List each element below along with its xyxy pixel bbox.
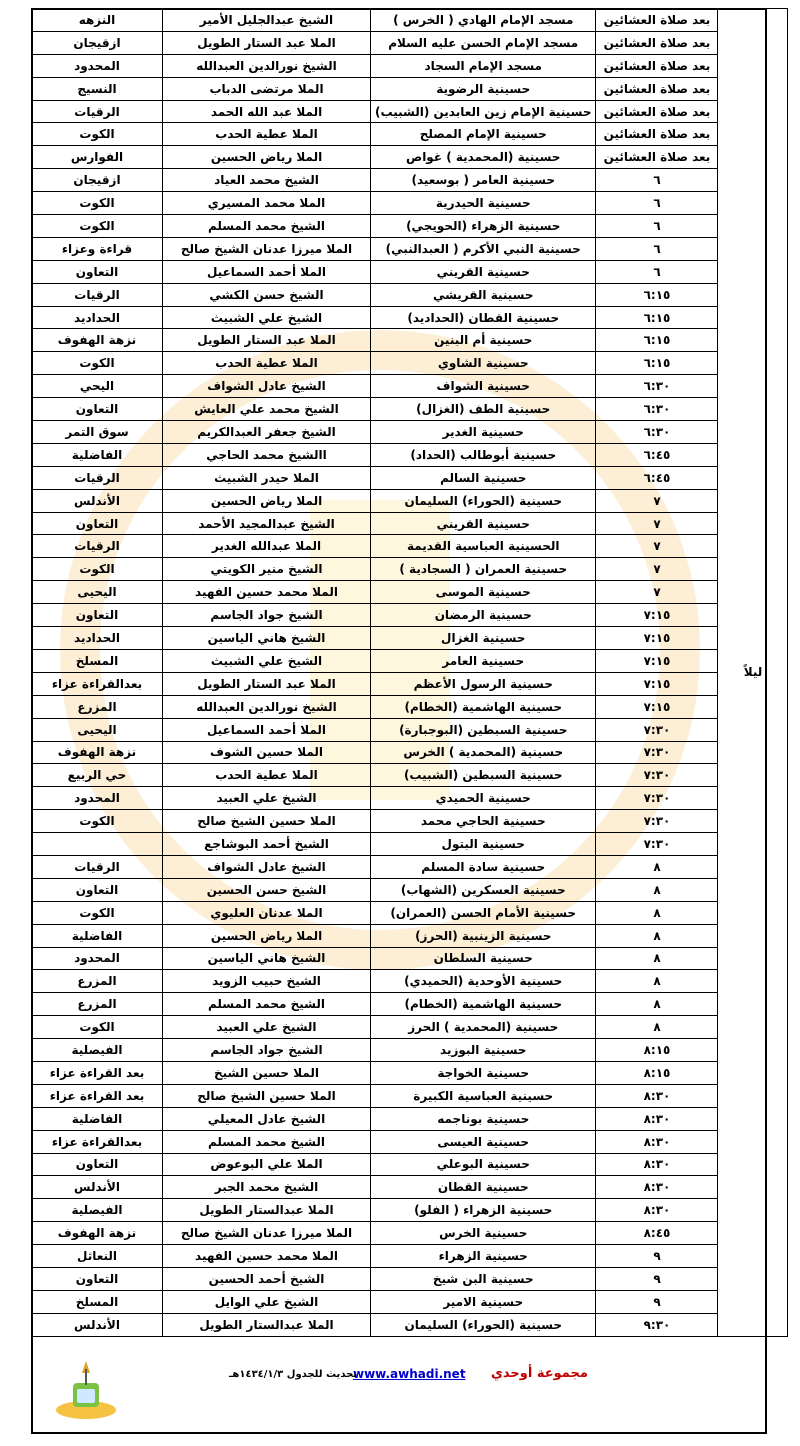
table-row [32, 9, 788, 32]
table-row [32, 31, 788, 54]
time-cell: ٩ [596, 1245, 718, 1268]
reader-cell: الشيخ جواد الجاسم [163, 604, 371, 627]
reader-cell: الشيخ عادل الشواف [163, 855, 371, 878]
reader-cell: الملا ميرزا عدنان الشيخ صالح [163, 237, 371, 260]
schedule-table [31, 8, 788, 1337]
reader-cell: الشيخ علي الشبيث [163, 306, 371, 329]
reader-cell: االشيخ محمد الحاجي [163, 443, 371, 466]
reader-cell: الشيخ محمد العياد [163, 169, 371, 192]
place-cell: حسينية القريني [371, 260, 596, 283]
time-cell: ٧ [596, 558, 718, 581]
area-cell: الكوت [32, 901, 163, 924]
place-cell: حسينية الشاوي [371, 352, 596, 375]
place-cell: حسينية أبوطالب (الحداد) [371, 443, 596, 466]
table-row [32, 695, 788, 718]
place-cell: الحسينية العباسية القديمة [371, 535, 596, 558]
reader-cell: الملا عبدالستار الطويل [163, 1199, 371, 1222]
time-cell: ٧ [596, 535, 718, 558]
place-cell: حسينية سادة المسلم [371, 855, 596, 878]
time-cell: ٦ [596, 192, 718, 215]
place-cell: حسينية الامير [371, 1290, 596, 1313]
place-cell: حسينية السبطين (الشبيب) [371, 764, 596, 787]
time-cell: ٦:١٥ [596, 352, 718, 375]
reader-cell: الملا حسين الشيخ صالح [163, 1084, 371, 1107]
area-cell: التعاون [32, 1267, 163, 1290]
reader-cell: الملا عبد الستار الطويل [163, 329, 371, 352]
table-row [32, 970, 788, 993]
table-row [32, 215, 788, 238]
reader-cell: الملا عطية الحدب [163, 764, 371, 787]
time-cell: ٨:٣٠ [596, 1153, 718, 1176]
time-cell: ٦ [596, 260, 718, 283]
place-cell: حسينية (الحوراء) السليمان [371, 489, 596, 512]
reader-cell: الملا ميرزا عدنان الشيخ صالح [163, 1222, 371, 1245]
place-cell: حسينية أم البنين [371, 329, 596, 352]
awhadi-logo-icon [51, 1355, 121, 1425]
place-cell: حسينية العامر ( بوسعيد) [371, 169, 596, 192]
area-cell: حي الربيع [32, 764, 163, 787]
table-row [32, 1153, 788, 1176]
area-cell: النعاثل [32, 1245, 163, 1268]
place-cell: حسينية الحاجي محمد [371, 810, 596, 833]
area-cell: نزهة الهفوف [32, 329, 163, 352]
time-cell: ٧:١٥ [596, 672, 718, 695]
table-row [32, 123, 788, 146]
reader-cell: الشيخ حسن الكشي [163, 283, 371, 306]
place-cell: حسينية الموسى [371, 581, 596, 604]
time-cell: ٨ [596, 901, 718, 924]
reader-cell: الشيخ عبدالجليل الأمير [163, 9, 371, 32]
time-cell: ٦:١٥ [596, 306, 718, 329]
table-row [32, 810, 788, 833]
reader-cell: الشيخ أحمد البوشاجع [163, 833, 371, 856]
reader-cell: الشيخ أحمد الحسين [163, 1267, 371, 1290]
reader-cell: الشيخ نورالدين العبدالله [163, 54, 371, 77]
table-row [32, 535, 788, 558]
area-cell: التعاون [32, 604, 163, 627]
reader-cell: الشيخ محمد المسلم [163, 993, 371, 1016]
place-cell: حسينية الغزال [371, 627, 596, 650]
reader-cell: الملا حسين الشوف [163, 741, 371, 764]
brand-name: مجموعة أوحدي [491, 1366, 588, 1381]
time-cell: ٨ [596, 970, 718, 993]
table-row [32, 169, 788, 192]
area-cell: الكوت [32, 192, 163, 215]
table-row [32, 443, 788, 466]
area-cell: الفيصلية [32, 1199, 163, 1222]
time-cell: ٧:٣٠ [596, 833, 718, 856]
reader-cell: الشيخ حبيب الزويد [163, 970, 371, 993]
reader-cell: الشيخ علي العبيد [163, 787, 371, 810]
reader-cell: الملا رياض الحسين [163, 489, 371, 512]
area-cell: اليحيى [32, 718, 163, 741]
time-cell: ٦:٣٠ [596, 398, 718, 421]
time-cell: ٨:٣٠ [596, 1107, 718, 1130]
place-cell: حسينية السلطان [371, 947, 596, 970]
area-cell: الفيصلية [32, 1039, 163, 1062]
period-label: ليلاً [718, 9, 788, 1337]
time-cell: ٨:٣٠ [596, 1084, 718, 1107]
place-cell: حسينية القطان (الحداديد) [371, 306, 596, 329]
place-cell: حسينية الزهراء (الحويجي) [371, 215, 596, 238]
area-cell: الحداديد [32, 627, 163, 650]
area-cell: قراءة وعزاء [32, 237, 163, 260]
area-cell: الكوت [32, 215, 163, 238]
reader-cell: الشيخ جواد الجاسم [163, 1039, 371, 1062]
area-cell: الكوت [32, 352, 163, 375]
area-cell [32, 833, 163, 856]
time-cell: ٨ [596, 924, 718, 947]
table-row [32, 466, 788, 489]
place-cell: حسينية (المحمدية ) الخرس [371, 741, 596, 764]
reader-cell: الملا عبدالله الغدير [163, 535, 371, 558]
reader-cell: الملا علي البوعوض [163, 1153, 371, 1176]
table-row [32, 306, 788, 329]
table-row [32, 329, 788, 352]
time-cell: ٦:٣٠ [596, 375, 718, 398]
area-cell: التعاون [32, 260, 163, 283]
table-row [32, 398, 788, 421]
area-cell: النسيج [32, 77, 163, 100]
place-cell: حسينية العباسية الكبيرة [371, 1084, 596, 1107]
table-row [32, 787, 788, 810]
place-cell: حسينية الأمام الحسن (العمران) [371, 901, 596, 924]
time-cell: ٧:١٥ [596, 695, 718, 718]
time-cell: ٨:١٥ [596, 1039, 718, 1062]
table-row [32, 855, 788, 878]
time-cell: بعد صلاة العشائين [596, 100, 718, 123]
time-cell: ٧ [596, 489, 718, 512]
area-cell: التعاون [32, 1153, 163, 1176]
reader-cell: الشيخ جعفر العبدالكريم [163, 421, 371, 444]
area-cell: نزهة الهفوف [32, 741, 163, 764]
place-cell: حسينية القريني [371, 512, 596, 535]
area-cell: بعدالقراءة عزاء [32, 672, 163, 695]
place-cell: حسينية السالم [371, 466, 596, 489]
time-cell: بعد صلاة العشائين [596, 31, 718, 54]
reader-cell: الشيخ هاني الياسين [163, 947, 371, 970]
area-cell: الفاضلية [32, 443, 163, 466]
reader-cell: الملا عدنان العليوي [163, 901, 371, 924]
area-cell: الكوت [32, 1016, 163, 1039]
time-cell: بعد صلاة العشائين [596, 54, 718, 77]
area-cell: الرقيات [32, 855, 163, 878]
place-cell: حسينية الإمام المصلح [371, 123, 596, 146]
reader-cell: الشيخ منير الكويتي [163, 558, 371, 581]
reader-cell: الملا حيدر الشبيث [163, 466, 371, 489]
place-cell: حسينية (المحمدية ) الحرز [371, 1016, 596, 1039]
area-cell: اليحيى [32, 581, 163, 604]
time-cell: ٧ [596, 512, 718, 535]
place-cell: حسينية الطف (الغزال) [371, 398, 596, 421]
table-row [32, 260, 788, 283]
table-row [32, 1130, 788, 1153]
time-cell: ٦ [596, 169, 718, 192]
area-cell: سوق التمر [32, 421, 163, 444]
reader-cell: الشيخ عادل المعيلي [163, 1107, 371, 1130]
area-cell: المزرع [32, 970, 163, 993]
table-row [32, 1313, 788, 1336]
area-cell: النزهه [32, 9, 163, 32]
area-cell: ازقيجان [32, 169, 163, 192]
place-cell: مسجد الإمام الحسن عليه السلام [371, 31, 596, 54]
table-row [32, 1176, 788, 1199]
table-row [32, 54, 788, 77]
time-cell: ٨ [596, 878, 718, 901]
place-cell: حسينية الرسول الأعظم [371, 672, 596, 695]
time-cell: ٦:١٥ [596, 283, 718, 306]
time-cell: ٦ [596, 237, 718, 260]
reader-cell: الملا حسين الشيخ صالح [163, 810, 371, 833]
table-row [32, 192, 788, 215]
area-cell: المسلخ [32, 649, 163, 672]
place-cell: حسينية الشواف [371, 375, 596, 398]
area-cell: الرقيات [32, 535, 163, 558]
area-cell: الأندلس [32, 489, 163, 512]
reader-cell: الشيخ علي الشبيث [163, 649, 371, 672]
place-cell: حسينية السبطين (البوجبارة) [371, 718, 596, 741]
place-cell: حسينية العمران ( السجادية ) [371, 558, 596, 581]
area-cell: المزرع [32, 695, 163, 718]
area-cell: الفاضلية [32, 924, 163, 947]
table-row [32, 489, 788, 512]
place-cell: حسينية البن شيخ [371, 1267, 596, 1290]
table-row [32, 1245, 788, 1268]
time-cell: ٧:٣٠ [596, 787, 718, 810]
area-cell: الرقيات [32, 466, 163, 489]
time-cell: ٨:٣٠ [596, 1176, 718, 1199]
update-note: تحديث للجدول ١٤٣٤/١/٣هـ [229, 1369, 358, 1380]
area-cell: المحدود [32, 54, 163, 77]
table-row [32, 237, 788, 260]
area-cell: الكوت [32, 123, 163, 146]
time-cell: ٨:٣٠ [596, 1130, 718, 1153]
time-cell: بعد صلاة العشائين [596, 123, 718, 146]
area-cell: الفاضلية [32, 1107, 163, 1130]
area-cell: اليحي [32, 375, 163, 398]
time-cell: ٦:٣٠ [596, 421, 718, 444]
time-cell: ٨:١٥ [596, 1061, 718, 1084]
table-row [32, 947, 788, 970]
reader-cell: الملا رياض الحسين [163, 924, 371, 947]
area-cell: الأندلس [32, 1176, 163, 1199]
time-cell: ٦:١٥ [596, 329, 718, 352]
area-cell: الأندلس [32, 1313, 163, 1336]
table-row [32, 604, 788, 627]
table-row [32, 1039, 788, 1062]
area-cell: المسلخ [32, 1290, 163, 1313]
reader-cell: الشيخ محمد الجبر [163, 1176, 371, 1199]
table-row [32, 1290, 788, 1313]
table-row [32, 1016, 788, 1039]
area-cell: الرقيات [32, 283, 163, 306]
table-row [32, 718, 788, 741]
table-row [32, 146, 788, 169]
reader-cell: الملا عبد الله الحمد [163, 100, 371, 123]
table-row [32, 764, 788, 787]
time-cell: ٦:٤٥ [596, 466, 718, 489]
place-cell: حسينية الأوحدية (الحميدي) [371, 970, 596, 993]
place-cell: حسينية الخرس [371, 1222, 596, 1245]
reader-cell: الملا عطية الحدب [163, 352, 371, 375]
time-cell: بعد صلاة العشائين [596, 77, 718, 100]
table-row [32, 1199, 788, 1222]
place-cell: حسينية البوزيد [371, 1039, 596, 1062]
area-cell: المحدود [32, 947, 163, 970]
table-row [32, 1084, 788, 1107]
reader-cell: الملا أحمد السماعيل [163, 260, 371, 283]
place-cell: حسينية الزينبية (الحرز) [371, 924, 596, 947]
area-cell: بعد القراءة عزاء [32, 1061, 163, 1084]
time-cell: ٧:١٥ [596, 604, 718, 627]
area-cell: الكوت [32, 810, 163, 833]
time-cell: ٧ [596, 581, 718, 604]
footer [31, 1347, 693, 1434]
area-cell: بعد القراءة عزاء [32, 1084, 163, 1107]
table-row [32, 741, 788, 764]
place-cell: حسينية (الحوراء) السليمان [371, 1313, 596, 1336]
time-cell: ٩:٣٠ [596, 1313, 718, 1336]
table-row [32, 924, 788, 947]
area-cell: الكوت [32, 558, 163, 581]
time-cell: ٦:٤٥ [596, 443, 718, 466]
table-row [32, 833, 788, 856]
reader-cell: الشيخ نورالدين العبدالله [163, 695, 371, 718]
time-cell: ٩ [596, 1267, 718, 1290]
place-cell: حسينية (المحمدية ) غواص [371, 146, 596, 169]
table-row [32, 672, 788, 695]
time-cell: ٨:٣٠ [596, 1199, 718, 1222]
reader-cell: الملا عبد الستار الطويل [163, 672, 371, 695]
reader-cell: الشيخ علي الوايل [163, 1290, 371, 1313]
table-row [32, 1107, 788, 1130]
table-row [32, 1267, 788, 1290]
table-row [32, 901, 788, 924]
time-cell: ٨ [596, 855, 718, 878]
time-cell: ٨ [596, 947, 718, 970]
reader-cell: الشيخ محمد المسلم [163, 215, 371, 238]
table-row [32, 375, 788, 398]
place-cell: حسينية العسكرين (الشهاب) [371, 878, 596, 901]
place-cell: حسينية القطان [371, 1176, 596, 1199]
time-cell: ٧:١٥ [596, 627, 718, 650]
table-row [32, 352, 788, 375]
place-cell: حسينية بوناجمه [371, 1107, 596, 1130]
time-cell: بعد صلاة العشائين [596, 146, 718, 169]
reader-cell: الشيخ محمد المسلم [163, 1130, 371, 1153]
reader-cell: الملا مرتضى الدباب [163, 77, 371, 100]
table-row [32, 77, 788, 100]
place-cell: حسينية الرضوية [371, 77, 596, 100]
time-cell: ٦ [596, 215, 718, 238]
reader-cell: الملا عبدالستار الطويل [163, 1313, 371, 1336]
reader-cell: الشيخ هاني الياسين [163, 627, 371, 650]
reader-cell: الملا عبد الستار الطويل [163, 31, 371, 54]
place-cell: حسينية العامر [371, 649, 596, 672]
reader-cell: الملا رياض الحسين [163, 146, 371, 169]
reader-cell: الشيخ حسن الحسين [163, 878, 371, 901]
table-row [32, 649, 788, 672]
area-cell: التعاون [32, 512, 163, 535]
area-cell: الرقيات [32, 100, 163, 123]
time-cell: ٨ [596, 993, 718, 1016]
area-cell: التعاون [32, 878, 163, 901]
reader-cell: الملا أحمد السماعيل [163, 718, 371, 741]
reader-cell: الملا محمد حسين الفهيد [163, 581, 371, 604]
time-cell: ٧:١٥ [596, 649, 718, 672]
area-cell: بعدالقراءة عزاء [32, 1130, 163, 1153]
table-row [32, 627, 788, 650]
place-cell: مسجد الإمام السجاد [371, 54, 596, 77]
place-cell: حسينية البوعلي [371, 1153, 596, 1176]
area-cell: الحداديد [32, 306, 163, 329]
table-row [32, 993, 788, 1016]
place-cell: حسينية الهاشمية (الخطام) [371, 993, 596, 1016]
time-cell: ٧:٣٠ [596, 810, 718, 833]
table-row [32, 558, 788, 581]
place-cell: مسجد الإمام الهادي ( الخرس ) [371, 9, 596, 32]
place-cell: حسينية البتول [371, 833, 596, 856]
reader-cell: الملا محمد المسيري [163, 192, 371, 215]
time-cell: ٧:٣٠ [596, 764, 718, 787]
place-cell: حسينية الرمضان [371, 604, 596, 627]
reader-cell: الملا حسين الشيخ [163, 1061, 371, 1084]
reader-cell: الشيخ محمد علي العايش [163, 398, 371, 421]
table-row [32, 421, 788, 444]
table-row [32, 100, 788, 123]
time-cell: ٧:٣٠ [596, 741, 718, 764]
reader-cell: الشيخ عادل الشواف [163, 375, 371, 398]
area-cell: الفوارس [32, 146, 163, 169]
website-link[interactable]: www.awhadi.net [353, 1367, 466, 1381]
table-row [32, 878, 788, 901]
table-row [32, 283, 788, 306]
table-row [32, 1061, 788, 1084]
table-row [32, 512, 788, 535]
area-cell: المحدود [32, 787, 163, 810]
place-cell: حسينية النبي الأكرم ( العبدالنبي) [371, 237, 596, 260]
reader-cell: الملا عطية الحدب [163, 123, 371, 146]
place-cell: حسينية الزهراء [371, 1245, 596, 1268]
reader-cell: الشيخ علي العبيد [163, 1016, 371, 1039]
place-cell: حسينية الهاشمية (الخطام) [371, 695, 596, 718]
place-cell: حسينية الحميدي [371, 787, 596, 810]
place-cell: حسينية الزهراء ( الفلو) [371, 1199, 596, 1222]
place-cell: حسينية الغدير [371, 421, 596, 444]
time-cell: ٩ [596, 1290, 718, 1313]
time-cell: ٨:٤٥ [596, 1222, 718, 1245]
area-cell: المزرع [32, 993, 163, 1016]
reader-cell: الشيخ عبدالمجيد الأحمد [163, 512, 371, 535]
table-row [32, 1222, 788, 1245]
time-cell: ٧:٣٠ [596, 718, 718, 741]
place-cell: حسينية القريشي [371, 283, 596, 306]
place-cell: حسينية الإمام زين العابدين (الشبيب) [371, 100, 596, 123]
area-cell: ازقيجان [32, 31, 163, 54]
reader-cell: الملا محمد حسين الفهيد [163, 1245, 371, 1268]
time-cell: بعد صلاة العشائين [596, 9, 718, 32]
place-cell: حسينية الحيدرية [371, 192, 596, 215]
area-cell: التعاون [32, 398, 163, 421]
area-cell: نزهة الهفوف [32, 1222, 163, 1245]
table-row [32, 581, 788, 604]
place-cell: حسينية الخواجة [371, 1061, 596, 1084]
place-cell: حسينية العيسى [371, 1130, 596, 1153]
time-cell: ٨ [596, 1016, 718, 1039]
